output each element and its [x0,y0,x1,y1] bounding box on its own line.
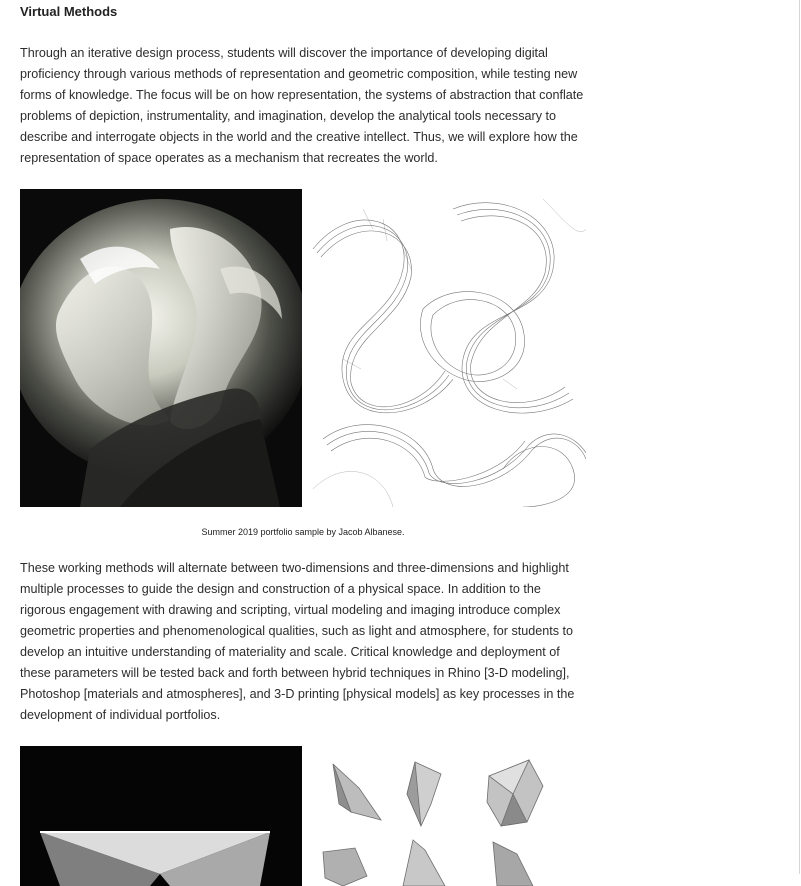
page-edge-divider [799,0,800,874]
figure-1-caption: Summer 2019 portfolio sample by Jacob Albanese. [201,527,405,537]
lit-faceted-interior-render [20,746,302,886]
intro-paragraph: Through an iterative design process, students will discover the importance of developing digital proficiency through various methods of representation and geometric composition, while testing new forms of knowledge. The focus will be on how representation, the systems of abstraction that conflate problems of depiction, instrumentality, and imagination, develop the analytical tools necessary to describe and interrogate objects in the world and the creative intellect. Thus, we will explore how the representation of space operates as a mechanism that recreates the world. [20,46,584,165]
methods-paragraph: These working methods will alternate between two-dimensions and three-dimensions and highlight multiple processes to guide the design and construction of a physical space. In addition to the rigorous engagement with drawing and scripting, virtual modeling and imaging introduce complex geometric properties and phenomenological qualities, such as light and atmosphere, for students to develop an intuitive understanding of materiality and scale. Critical knowledge and deployment of these parameters will be tested back and forth between hybrid techniques in Rhino [3-D modeling], Photoshop [materials and atmospheres], and 3-D printing [physical models] as key processes in the development of individual portfolios. [20,561,575,722]
portfolio-figure-2 [20,746,586,886]
lit-translucent-model-photo [20,189,302,507]
portfolio-figure-1 [20,189,586,507]
faceted-polyhedra-models [303,746,586,886]
section-title: Virtual Methods [20,4,118,19]
wireframe-ribbon-drawing [303,189,586,507]
